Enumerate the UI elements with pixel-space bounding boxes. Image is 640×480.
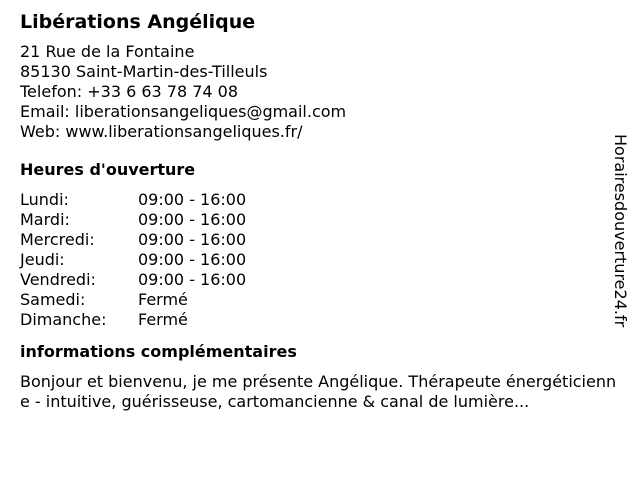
day-hours: Fermé	[138, 310, 188, 329]
day-hours: 09:00 - 16:00	[138, 190, 247, 209]
day-hours: 09:00 - 16:00	[138, 210, 247, 229]
day-label: Vendredi:	[20, 270, 96, 289]
hours-row-saturday	[20, 290, 620, 310]
contact-block	[20, 42, 620, 142]
day-label: Lundi:	[20, 190, 69, 209]
info-heading: informations complémentaires	[20, 342, 297, 361]
hours-row-friday	[20, 270, 620, 290]
day-hours: 09:00 - 16:00	[138, 250, 247, 269]
day-hours: Fermé	[138, 290, 188, 309]
address-street: 21 Rue de la Fontaine	[20, 42, 195, 61]
hours-row-sunday	[20, 310, 620, 330]
day-hours: 09:00 - 16:00	[138, 270, 247, 289]
day-label: Dimanche:	[20, 310, 107, 329]
hours-row-thursday	[20, 250, 620, 270]
day-label: Samedi:	[20, 290, 86, 309]
email-line: Email: liberationsangeliques@gmail.com	[20, 102, 347, 121]
day-label: Mercredi:	[20, 230, 95, 249]
address-city: 85130 Saint-Martin-des-Tilleuls	[20, 62, 268, 81]
hours-table	[20, 190, 620, 330]
hours-row-tuesday	[20, 210, 620, 230]
day-hours: 09:00 - 16:00	[138, 230, 247, 249]
business-card	[20, 10, 620, 412]
hours-row-monday	[20, 190, 620, 210]
business-name: Libérations Angélique	[20, 11, 256, 33]
day-label: Mardi:	[20, 210, 70, 229]
hours-row-wednesday	[20, 230, 620, 250]
day-label: Jeudi:	[20, 250, 65, 269]
info-description: Bonjour et bienvenu, je me présente Angélique. Thérapeute énergéticienne - intuitive, guérisseuse, cartomancienne & canal de lumière...	[20, 372, 617, 411]
watermark-text: Horairesdouverture24.fr	[611, 134, 630, 328]
web-line: Web: www.liberationsangeliques.fr/	[20, 122, 303, 141]
hours-heading: Heures d'ouverture	[20, 160, 196, 179]
phone-line: Telefon: +33 6 63 78 74 08	[20, 82, 239, 101]
